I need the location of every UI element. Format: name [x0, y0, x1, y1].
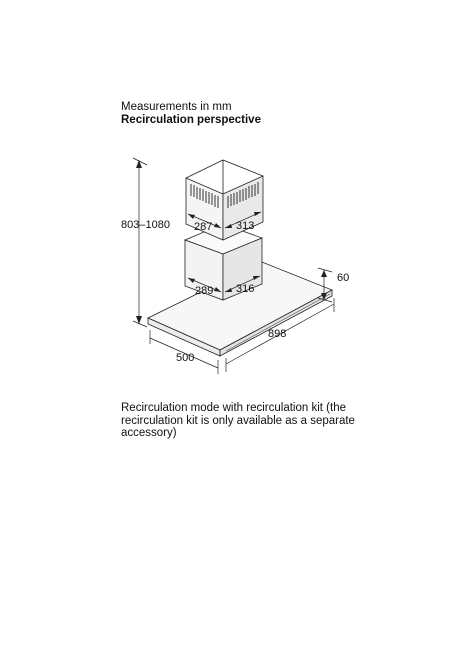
upper-chimney-left-label: 287 [194, 221, 213, 233]
upper-chimney-right-label: 313 [236, 220, 255, 232]
height-label: 803–1080 [121, 219, 170, 231]
canopy-width-label: 898 [268, 328, 287, 340]
lower-chimney-left-label: 289 [195, 285, 214, 297]
lower-chimney-right-label: 316 [236, 283, 255, 295]
canopy-depth-label: 500 [176, 352, 195, 364]
hood-outline [148, 160, 332, 356]
units-note: Measurements in mm [121, 101, 232, 113]
canopy-thickness-label: 60 [337, 272, 350, 284]
caption: Recirculation mode with recirculation kit (the recirculation kit is only available as a separate accessory) [121, 402, 355, 439]
view-title: Recirculation perspective [121, 114, 261, 126]
